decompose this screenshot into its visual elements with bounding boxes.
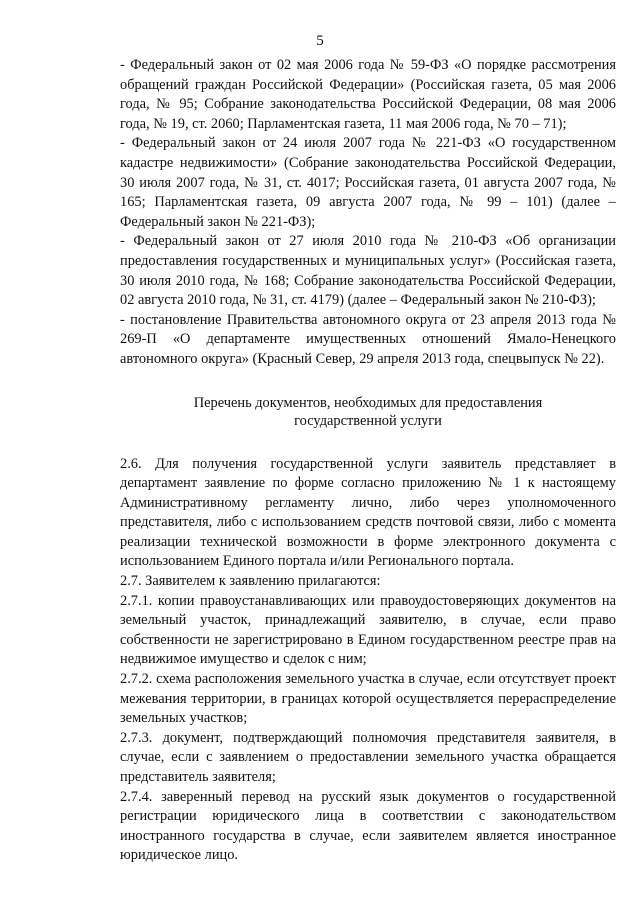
law-item-269p: - постановление Правительства автономного округа от 23 апреля 2013 года № 269-П «О департаменте имущественных отношений Ямало-Ненецкого автономного округа» (Красный Север, 29 апреля 2013 года, спецвыпуск № 22). xyxy=(120,311,616,367)
paragraph-2-7: 2.7. Заявителем к заявлению прилагаются: xyxy=(120,573,381,590)
paragraph-2-7-3: 2.7.3. документ, подтверждающий полномочия представителя заявителя, в случае, если с заявлением о предоставлении земельного участка обращается представитель заявителя; xyxy=(120,729,616,785)
law-item-221fz: - Федеральный закон от 24 июля 2007 года № 221-ФЗ «О государственном кадастре недвижимости» (Собрание законодательства Российской Федерации, 30 июля 2007 года, № 31, ст. 4017; Российская газета, 01 августа 2007 года, № 165; Парламентская газета, 09 августа 2007 года, № 99 – 101) (далее – Федеральный закон № 221-ФЗ); xyxy=(120,135,616,230)
paragraph-2-7-1: 2.7.1. копии правоустанавливающих или правоудостоверяющих документов на земельный участок, принадлежащий заявителю, в случае, если право собственности не зарегистрировано в Едином государственном реестре прав на недвижимое имущество и сделок с ним; xyxy=(120,592,616,668)
page-content xyxy=(120,56,616,866)
page-number: 5 xyxy=(316,33,324,49)
paragraph-2-7-4: 2.7.4. заверенный перевод на русский язык документов о государственной регистрации юридического лица в соответствии с законодательством иностранного государства в случае, если заявителем является иностранное юридическое лицо. xyxy=(120,788,616,864)
law-item-59fz: - Федеральный закон от 02 мая 2006 года № 59-ФЗ «О порядке рассмотрения обращений граждан Российской Федерации» (Российская газета, 05 мая 2006 года, № 95; Собрание законодательства Российской Федерации, 08 мая 2006 года, № 19, ст. 2060; Парламентская газета, 11 мая 2006 года, № 70 – 71); xyxy=(120,57,616,132)
section-heading xyxy=(120,394,616,431)
section-heading-line1: Перечень документов, необходимых для предоставления xyxy=(193,394,543,411)
paragraph-2-6: 2.6. Для получения государственной услуги заявитель представляет в департамент заявление по форме согласно приложению № 1 к настоящему Административному регламенту лично, либо через уполномоченного представителя, либо с использованием средств почтовой связи, либо с момента реализации технической возможности в форме электронного документа с использованием Единого портала и/или Регионального портала. xyxy=(120,455,616,570)
paragraph-2-7-2: 2.7.2. схема расположения земельного участка в случае, если отсутствует проект межевания территории, в границах которой осуществляется перераспределение земельных участков; xyxy=(120,671,616,727)
law-item-210fz: - Федеральный закон от 27 июля 2010 года № 210-ФЗ «Об организации предоставления государственных и муниципальных услуг» (Российская газета, 30 июля 2010 года, № 168; Собрание законодательства Российской Федерации, 02 августа 2010 года, № 31, ст. 4179) (далее – Федеральный закон № 210-ФЗ); xyxy=(120,233,616,309)
section-heading-line2: государственной услуги xyxy=(294,413,442,429)
